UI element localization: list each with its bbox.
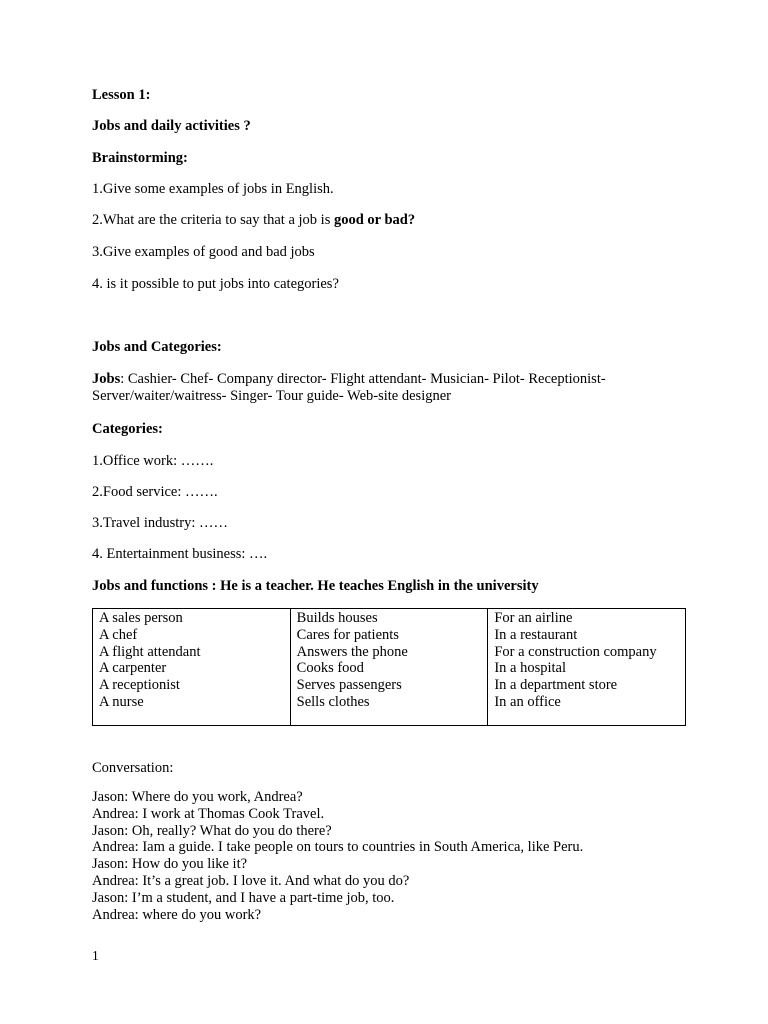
table-cell: For an airline xyxy=(494,610,573,626)
category-1: 1.Office work: ……. xyxy=(92,453,214,469)
dialogue-line: Jason: Oh, really? What do you do there? xyxy=(92,822,332,839)
jobs-text: : Cashier- Chef- Company director- Flight attendant- Musician- Pilot- Receptionist- Server/waiter/waitress- Singer- Tour guide- Web-site designer xyxy=(92,371,606,404)
table-cell: A flight attendant xyxy=(99,643,201,660)
categories-heading: Categories: xyxy=(92,421,163,437)
dialogue-line: Jason: Where do you work, Andrea? xyxy=(92,789,303,805)
category-2: 2.Food service: ……. xyxy=(92,484,218,500)
table-cell: In a restaurant xyxy=(494,626,578,643)
topic-heading: Jobs and daily activities ? xyxy=(92,118,251,134)
table-cell: A sales person xyxy=(99,610,183,626)
table-cell: In an office xyxy=(494,693,561,710)
table-row xyxy=(93,609,686,726)
question-2-emphasis: good or bad? xyxy=(333,212,416,228)
lesson-title: Lesson 1: xyxy=(92,87,151,103)
table-cell: A receptionist xyxy=(99,677,180,694)
dialogue-line: Andrea: It’s a great job. I love it. And what do you do? xyxy=(92,872,410,889)
conversation-dialogue xyxy=(92,789,583,923)
table-column-places xyxy=(488,609,686,726)
table-cell: In a hospital xyxy=(494,660,566,677)
dialogue-line: Andrea: I work at Thomas Cook Travel. xyxy=(92,805,325,822)
dialogue-line: Jason: I’m a student, and I have a part-time job, too. xyxy=(92,889,395,906)
jobs-categories-heading: Jobs and Categories: xyxy=(92,339,222,355)
brainstorming-heading: Brainstorming: xyxy=(92,150,188,166)
category-3: 3.Travel industry: …… xyxy=(92,515,229,531)
table-cell: Serves passengers xyxy=(296,677,402,694)
table-cell: Cooks food xyxy=(296,660,364,677)
table-cell: Cares for patients xyxy=(296,626,399,643)
table-cell: A chef xyxy=(99,626,138,643)
dialogue-line: Andrea: where do you work? xyxy=(92,906,262,923)
dialogue-line: Andrea: Iam a guide. I take people on tours to countries in South America, like Peru. xyxy=(92,839,584,856)
jobs-functions-table xyxy=(92,608,686,726)
question-2 xyxy=(92,212,415,229)
question-1: 1.Give some examples of jobs in English. xyxy=(92,181,334,197)
table-cell: Answers the phone xyxy=(296,643,408,660)
jobs-label: Jobs xyxy=(92,371,121,387)
conversation-heading: Conversation: xyxy=(92,760,174,776)
table-cell: In a department store xyxy=(494,677,618,694)
category-4: 4. Entertainment business: …. xyxy=(92,546,268,562)
functions-heading: Jobs and functions : He is a teacher. He teaches English in the university xyxy=(92,578,539,594)
question-2-text: 2.What are the criteria to say that a job is xyxy=(92,212,334,228)
table-cell: For a construction company xyxy=(494,643,657,660)
jobs-list xyxy=(92,371,692,405)
page-number: 1 xyxy=(92,948,99,963)
table-cell: A carpenter xyxy=(99,660,167,677)
table-column-functions xyxy=(290,609,488,726)
question-4: 4. is it possible to put jobs into categories? xyxy=(92,276,339,292)
question-3: 3.Give examples of good and bad jobs xyxy=(92,244,315,260)
table-cell: A nurse xyxy=(99,693,144,710)
table-cell: Builds houses xyxy=(296,610,378,626)
table-column-jobs xyxy=(93,609,291,726)
table-cell: Sells clothes xyxy=(296,693,370,710)
dialogue-line: Jason: How do you like it? xyxy=(92,856,248,873)
